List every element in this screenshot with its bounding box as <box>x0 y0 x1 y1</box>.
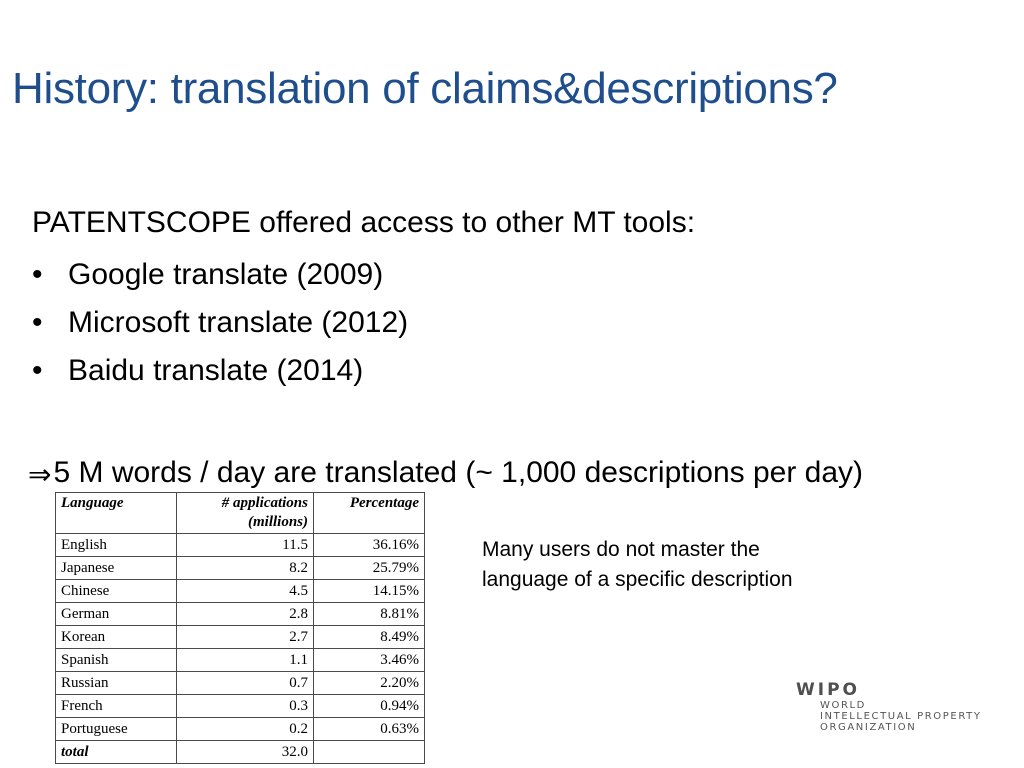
note-line: language of a specific description <box>482 568 793 591</box>
logo-line-ip: INTELLECTUAL PROPERTY <box>820 711 982 722</box>
bullet-icon: • <box>32 258 43 291</box>
header-percentage: Percentage <box>314 493 425 534</box>
cell-percentage: 3.46% <box>314 649 425 672</box>
implies-arrow-icon: ⇒ <box>28 458 52 491</box>
cell-percentage: 14.15% <box>314 580 425 603</box>
conclusion-line <box>28 456 863 490</box>
table-total-row <box>56 741 425 764</box>
note-text <box>482 535 902 595</box>
table-row <box>56 626 425 649</box>
table-row <box>56 603 425 626</box>
cell-percentage: 0.63% <box>314 718 425 741</box>
tool-label: Baidu translate (2014) <box>68 354 364 387</box>
table-row <box>56 534 425 557</box>
logo-mark: WIPO <box>796 680 860 700</box>
cell-percentage: 8.81% <box>314 603 425 626</box>
cell-applications: 2.7 <box>177 626 314 649</box>
table-row <box>56 557 425 580</box>
logo-line-org: ORGANIZATION <box>820 722 917 733</box>
cell-applications: 1.1 <box>177 649 314 672</box>
wipo-logo <box>796 680 982 733</box>
table-header-row <box>56 493 425 534</box>
intro-text: PATENTSCOPE offered access to other MT tools: <box>32 206 696 239</box>
header-applications-line2: (millions) <box>247 514 308 530</box>
cell-percentage: 36.16% <box>314 534 425 557</box>
cell-percentage: 25.79% <box>314 557 425 580</box>
header-applications <box>177 493 314 534</box>
cell-applications: 4.5 <box>177 580 314 603</box>
mt-tools-list <box>32 258 408 402</box>
cell-total-label: total <box>56 741 177 764</box>
table-row <box>56 649 425 672</box>
cell-total-applications: 32.0 <box>177 741 314 764</box>
cell-applications: 8.2 <box>177 557 314 580</box>
header-language: Language <box>56 493 177 534</box>
cell-language: English <box>56 534 177 557</box>
cell-percentage: 8.49% <box>314 626 425 649</box>
cell-language: Portuguese <box>56 718 177 741</box>
table-row <box>56 718 425 741</box>
table-row <box>56 580 425 603</box>
bullet-icon: • <box>32 354 43 387</box>
cell-applications: 11.5 <box>177 534 314 557</box>
cell-language: French <box>56 695 177 718</box>
cell-percentage: 2.20% <box>314 672 425 695</box>
cell-language: Korean <box>56 626 177 649</box>
cell-language: Russian <box>56 672 177 695</box>
cell-applications: 2.8 <box>177 603 314 626</box>
bullet-icon: • <box>32 306 43 339</box>
note-line: Many users do not master the <box>482 538 760 561</box>
tool-label: Google translate (2009) <box>68 258 384 291</box>
cell-applications: 0.7 <box>177 672 314 695</box>
table-row <box>56 695 425 718</box>
cell-applications: 0.3 <box>177 695 314 718</box>
cell-language: Spanish <box>56 649 177 672</box>
slide-title: History: translation of claims&descriptions? <box>12 64 838 113</box>
list-item <box>32 258 408 306</box>
cell-language: German <box>56 603 177 626</box>
list-item <box>32 306 408 354</box>
cell-language: Japanese <box>56 557 177 580</box>
cell-language: Chinese <box>56 580 177 603</box>
cell-percentage: 0.94% <box>314 695 425 718</box>
language-table <box>55 492 425 764</box>
list-item <box>32 354 408 402</box>
logo-line-world: WORLD <box>820 700 866 711</box>
table-row <box>56 672 425 695</box>
header-applications-line1: # applications <box>221 495 308 511</box>
conclusion-text: 5 M words / day are translated (~ 1,000 descriptions per day) <box>53 456 864 489</box>
cell-applications: 0.2 <box>177 718 314 741</box>
cell-total-percentage <box>314 741 425 764</box>
tool-label: Microsoft translate (2012) <box>68 306 409 339</box>
